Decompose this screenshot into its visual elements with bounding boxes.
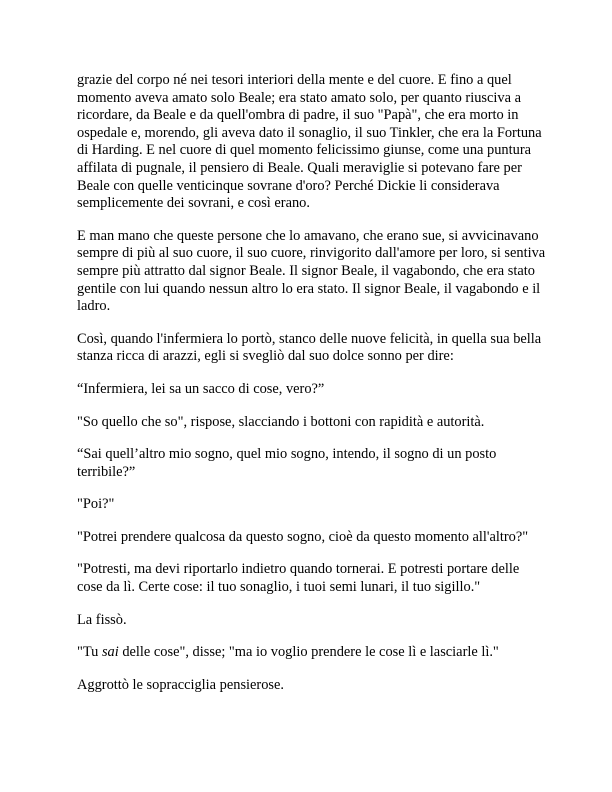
paragraph-text-after: delle cose", disse; "ma io voglio prendere le cose lì e lasciarle lì." (118, 644, 499, 661)
paragraph: Così, quando l'infermiera lo portò, stanco delle nuove felicità, in quella sua bella stanza ricca di arazzi, egli si svegliò dal suo dolce sonno per dire: (77, 330, 542, 365)
paragraph: La fissò. (77, 611, 127, 628)
paragraph: "Potrei prendere qualcosa da questo sogno, cioè da questo momento all'altro?" (77, 528, 529, 545)
paragraph: grazie del corpo né nei tesori interiori della mente e del cuore. E fino a quel momento aveva amato solo Beale; era stato amato solo, per quanto riusciva a ricordare, da Beale e da quell'ombra di padre, il suo "Papà", che era morto in ospedale e, morendo, gli aveva dato il sonaglio, il suo Tinkler, che era la Fortuna di Harding. E nel cuore di quel momento felicissimo giunse, come una puntura affilata di pugnale, il pensiero di Beale. Quali meraviglie si potevano fare per Beale con quelle venticinque sovrane d'oro? Perché Dickie li considerava semplicemente dei sovrani, e così erano. (77, 72, 542, 212)
paragraph: "Poi?" (77, 496, 115, 513)
paragraph: Aggrottò le sopracciglia pensierose. (77, 676, 284, 693)
italic-word: sai (101, 644, 119, 661)
paragraph: “Infermiera, lei sa un sacco di cose, vero?” (77, 380, 325, 397)
paragraph: "Potresti, ma devi riportarlo indietro quando tornerai. E potresti portare delle cose da lì. Certe cose: il tuo sonaglio, i tuoi semi lunari, il tuo sigillo." (77, 561, 520, 596)
body-text (77, 72, 547, 709)
paragraph-with-italic (77, 644, 547, 662)
paragraph: “Sai quell’altro mio sogno, quel mio sogno, intendo, il sogno di un posto terribile?” (77, 446, 497, 480)
paragraph: E man mano che queste persone che lo amavano, che erano sue, si avvicinavano sempre di più al suo cuore, il suo cuore, rinvigorito dall'amore per loro, si sentiva sempre più attratto dal signor Beale. Il signor Beale, il vagabondo, che era stato gentile con lui quando nessun altro lo era stato. Il signor Beale, il vagabondo e il ladro. (77, 227, 546, 315)
paragraph-text-before: "Tu (77, 644, 102, 661)
paragraph: "So quello che so", rispose, slacciando i bottoni con rapidità e autorità. (77, 413, 485, 430)
